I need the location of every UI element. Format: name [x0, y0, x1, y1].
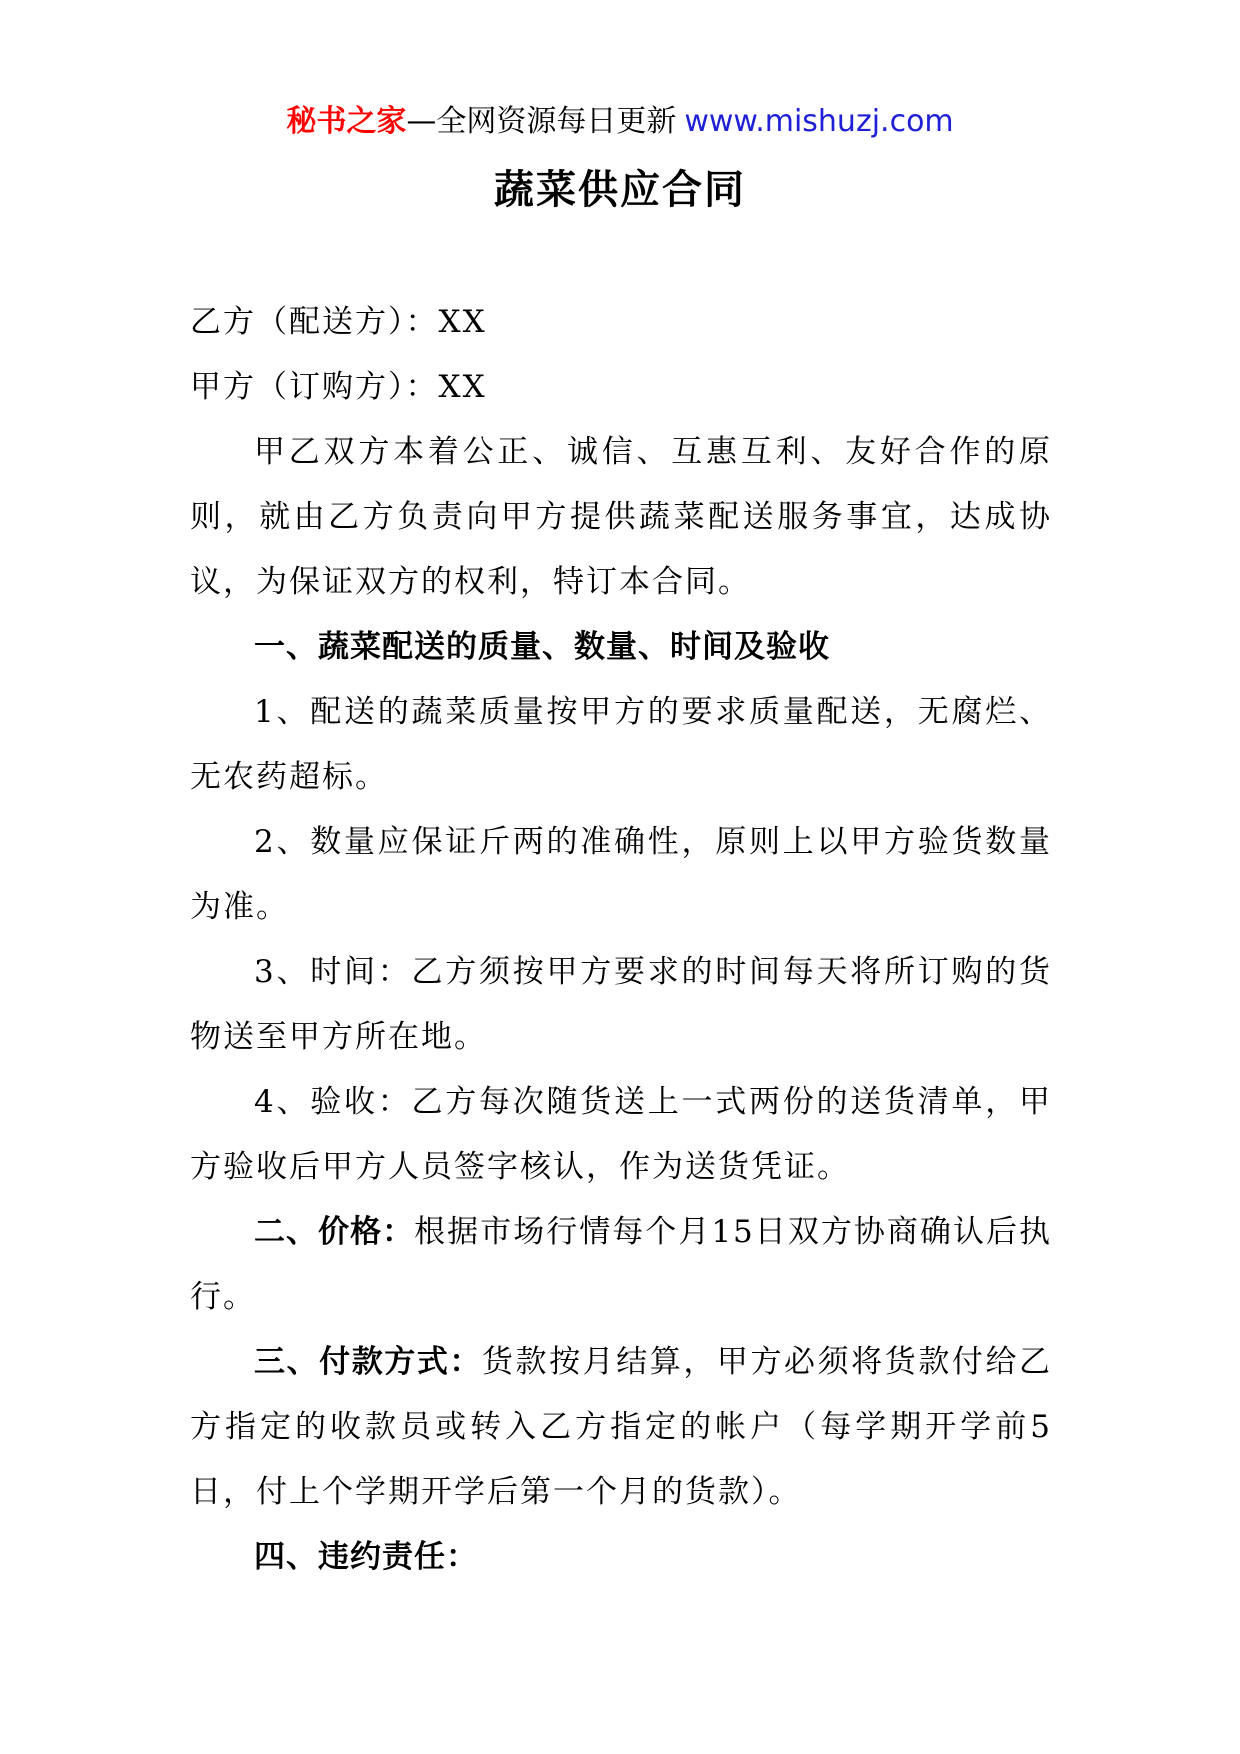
party-b-line: 乙方（配送方）：XX: [190, 304, 487, 340]
site-banner: [0, 100, 1240, 144]
document-title: 蔬菜供应合同: [494, 167, 746, 213]
section-3-text: 货款按月结算，甲方必须将货款付给乙方指定的收款员或转入乙方指定的帐户（每学期开学前5日，付上个学期开学后第一个月的货款）。: [190, 1344, 1053, 1510]
section-3-paragraph: [190, 1330, 1052, 1525]
intro-paragraph: 甲乙双方本着公正、诚信、互惠互利、友好合作的原则，就由乙方负责向甲方提供蔬菜配送服务事宜，达成协议，为保证双方的权利，特订本合同。: [190, 434, 1052, 600]
party-a-line: 甲方（订购方）：XX: [190, 369, 487, 405]
section-1-item-1: 1、配送的蔬菜质量按甲方的要求质量配送，无腐烂、无农药超标。: [190, 694, 1052, 795]
section-2-lead: 二、价格：: [254, 1214, 415, 1250]
section-1-item-3: 3、时间：乙方须按甲方要求的时间每天将所订购的货物送至甲方所在地。: [190, 954, 1052, 1055]
section-2-text: 根据市场行情每个月15日双方协商确认后执行。: [190, 1214, 1052, 1315]
banner-slogan: —全网资源每日更新: [406, 104, 677, 139]
section-1-item-2: 2、数量应保证斤两的准确性，原则上以甲方验货数量为准。: [190, 824, 1052, 925]
section-2-paragraph: [190, 1200, 1052, 1330]
brand-name: 秘书之家: [286, 104, 407, 139]
document-body: [190, 290, 1052, 1590]
section-4-heading: 四、违约责任：: [254, 1539, 478, 1575]
site-url: www.mishuzj.com: [684, 104, 954, 139]
section-1-heading: 一、蔬菜配送的质量、数量、时间及验收: [254, 629, 830, 665]
section-3-lead: 三、付款方式：: [254, 1344, 482, 1380]
section-1-item-4: 4、验收：乙方每次随货送上一式两份的送货清单，甲方验收后甲方人员签字核认，作为送货凭证。: [190, 1084, 1052, 1185]
